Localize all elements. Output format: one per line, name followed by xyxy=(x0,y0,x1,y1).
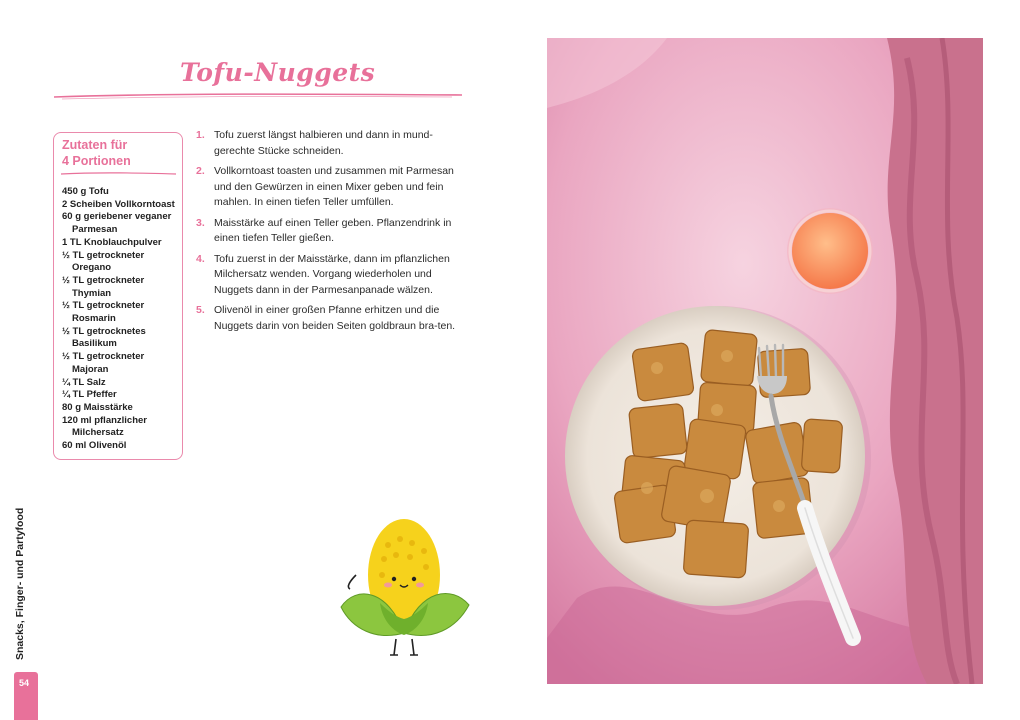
list-item: ½ TL getrockneter Oregano xyxy=(62,249,145,274)
list-item: ½ TL getrockneter Majoran xyxy=(62,351,145,375)
list-item: ½ TL getrockneter Thymian xyxy=(62,274,145,299)
tofu-nuggets-plate-photo xyxy=(547,38,983,684)
section-label: Snacks, Finger- und Partyfood xyxy=(14,507,26,660)
ingredients-list xyxy=(62,186,180,453)
step-number: 5. xyxy=(196,304,205,316)
step-text: Vollkorntoast toasten und zusammen mit Parmesan und den Gewürzen in einen Mixer geben und fein mahlen. In einen tiefen Teller umfüllen. xyxy=(214,165,454,208)
list-item: 2 Scheiben Vollkorntoast xyxy=(62,198,175,210)
page-number: 54 xyxy=(19,678,30,688)
step-2 xyxy=(196,164,466,211)
list-item: 60 ml Olivenöl xyxy=(62,440,127,452)
ingredients-underline xyxy=(60,171,178,177)
step-text: Olivenöl in einer großen Pfanne erhitzen und die Nuggets darin von beiden Seiten goldbraun bra-ten. xyxy=(214,304,456,332)
corn-mascot-icon xyxy=(336,515,476,665)
step-text: Maisstärke auf einen Teller geben. Pflanzendrink in einen tiefen Teller gießen. xyxy=(214,216,452,244)
list-item: ½ TL getrocknetes Basilikum xyxy=(62,325,146,350)
ingredients-heading-line2: 4 Portionen xyxy=(62,154,131,168)
list-item: ¼ TL Pfeffer xyxy=(62,389,117,401)
step-number: 1. xyxy=(196,129,205,141)
list-item: ½ TL getrockneter Rosmarin xyxy=(62,300,145,325)
recipe-title: Tofu-Nuggets xyxy=(180,58,376,87)
step-text: Tofu zuerst längst halbieren und dann in mund-gerechte Stücke schneiden. xyxy=(214,129,433,157)
step-number: 4. xyxy=(196,252,205,265)
list-item: ¼ TL Salz xyxy=(62,376,106,388)
title-underline xyxy=(52,91,464,101)
ingredients-heading-line1: Zutaten für xyxy=(62,138,128,152)
list-item: 120 ml pflanzlicher Milchersatz xyxy=(62,414,148,439)
step-1 xyxy=(196,128,466,159)
list-item: 60 g geriebener veganer Parmesan xyxy=(62,211,172,236)
list-item: 450 g Tofu xyxy=(62,186,109,197)
step-text: Tofu zuerst in der Maisstärke, dann im pflanzlichen Milchersatz wenden. Vorgang wiederholen und Nuggets dann in der Parmesanpanade wälzen. xyxy=(214,252,450,296)
instruction-steps xyxy=(196,128,466,339)
step-4 xyxy=(196,252,466,299)
ingredients-heading xyxy=(62,137,131,169)
step-number: 3. xyxy=(196,216,205,229)
list-item: 1 TL Knoblauchpulver xyxy=(62,236,162,248)
step-number: 2. xyxy=(196,165,205,177)
step-3 xyxy=(196,216,466,247)
step-5 xyxy=(196,303,466,334)
list-item: 80 g Maisstärke xyxy=(62,401,133,413)
